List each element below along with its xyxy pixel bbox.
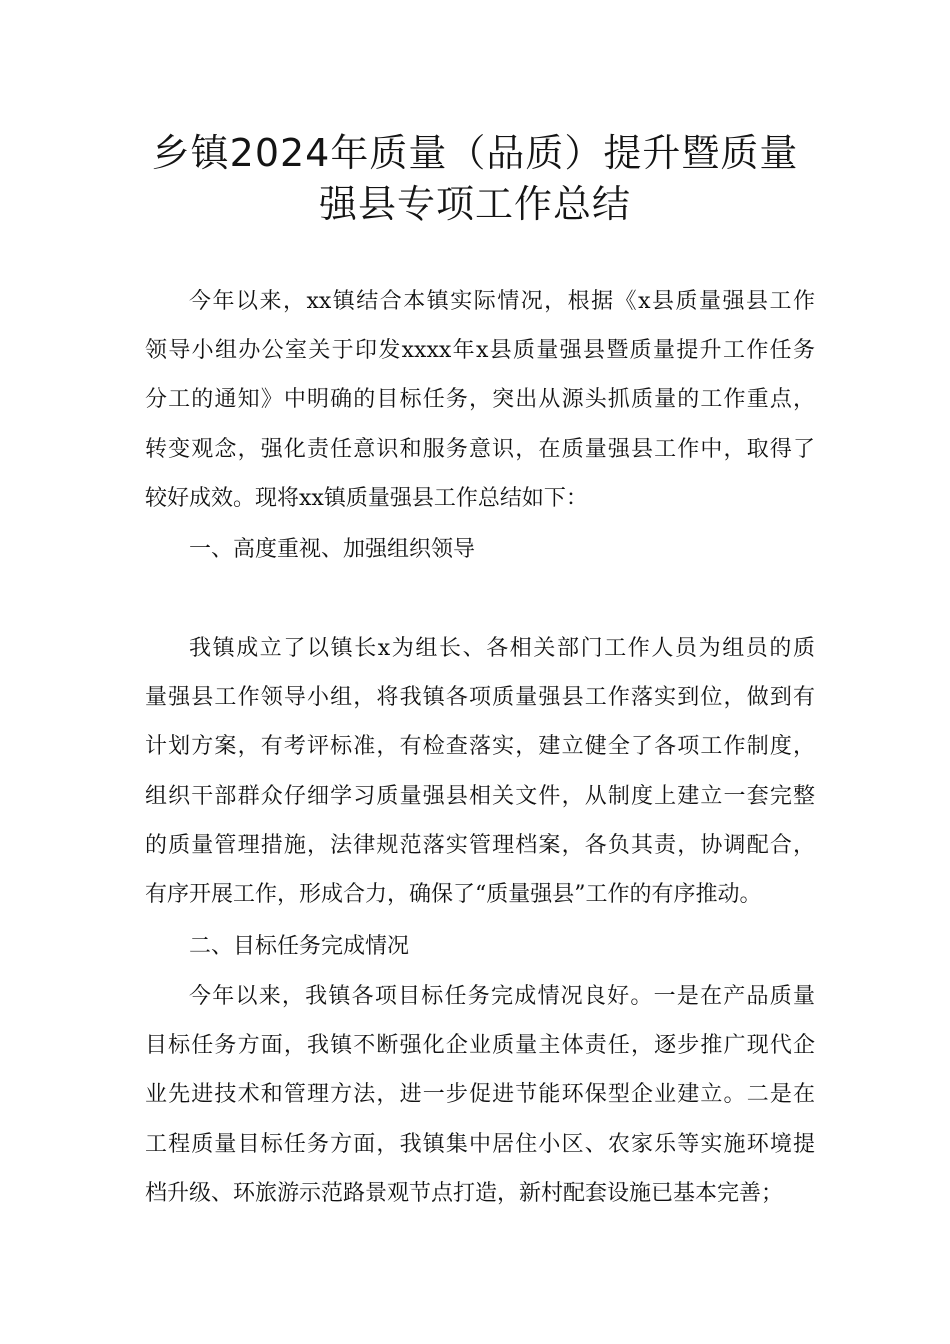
paragraph-line: 有序开展工作，形成合力，确保了“质量强县”工作的有序推动。 [145, 882, 762, 908]
paragraph-line: 转变观念，强化责任意识和服务意识，在质量强县工作中，取得了 [145, 436, 815, 462]
section-heading-2: 二、目标任务完成情况 [189, 934, 410, 959]
paragraph-line: 的质量管理措施，法律规范落实管理档案，各负其责，协调配合， [145, 832, 815, 858]
paragraph-line: 业先进技术和管理方法，进一步促进节能环保型企业建立。二是在 [145, 1082, 815, 1108]
paragraph-line: 今年以来，xx镇结合本镇实际情况，根据《x县质量强县工作 [189, 289, 815, 314]
paragraph-line: 领导小组办公室关于印发xxxx年x县质量强县暨质量提升工作任务 [145, 338, 815, 364]
paragraph-organization [145, 624, 815, 919]
paragraph-line: 较好成效。现将xx镇质量强县工作总结如下： [145, 485, 588, 511]
paragraph-line: 我镇成立了以镇长x为组长、各相关部门工作人员为组员的质 [189, 636, 815, 661]
paragraph-line: 量强县工作领导小组，将我镇各项质量强县工作落实到位，做到有 [145, 685, 815, 711]
paragraph-line: 组织干部群众仔细学习质量强县相关文件，从制度上建立一套完整 [145, 783, 815, 809]
paragraph-line: 计划方案，有考评标准，有检查落实，建立健全了各项工作制度， [145, 734, 815, 760]
section-heading-1: 一、高度重视、加强组织领导 [189, 537, 476, 562]
paragraph-line: 工程质量目标任务方面，我镇集中居住小区、农家乐等实施环境提 [145, 1131, 815, 1157]
paragraph-targets [145, 972, 815, 1218]
paragraph-intro [145, 277, 815, 523]
paragraph-line: 目标任务方面，我镇不断强化企业质量主体责任，逐步推广现代企 [145, 1033, 815, 1059]
paragraph-line: 档升级、环旅游示范路景观节点打造，新村配套设施已基本完善； [145, 1180, 784, 1206]
paragraph-line: 分工的通知》中明确的目标任务，突出从源头抓质量的工作重点， [145, 387, 815, 413]
document-title-line-2: 强县专项工作总结 [318, 182, 631, 226]
paragraph-line: 今年以来，我镇各项目标任务完成情况良好。一是在产品质量 [189, 984, 815, 1009]
document-title-line-1: 乡镇2024年质量（品质）提升暨质量 [151, 131, 799, 175]
